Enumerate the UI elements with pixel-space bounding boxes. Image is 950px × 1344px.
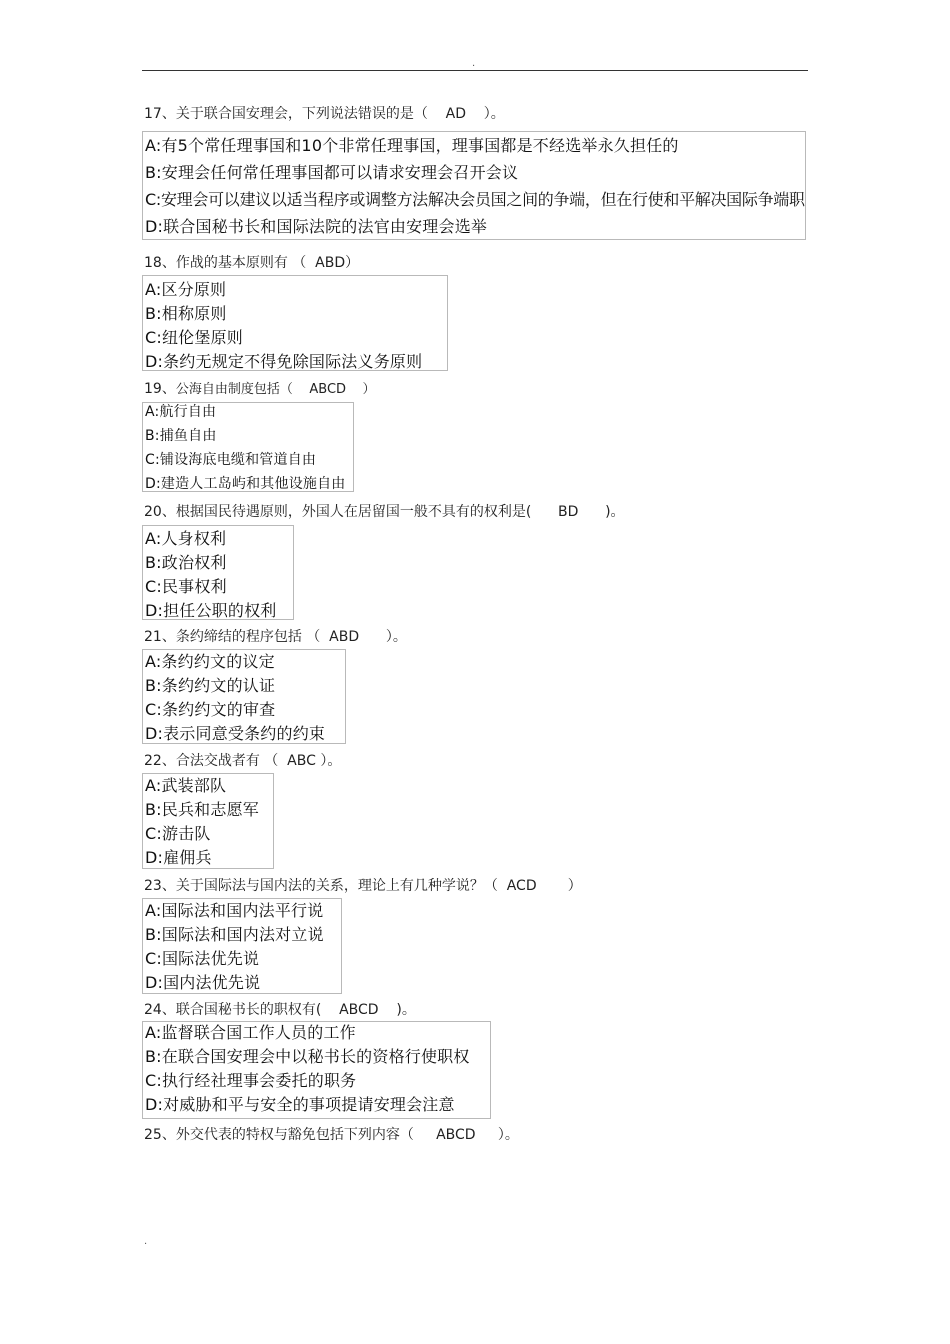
option-a: A:航行自由 <box>145 404 217 420</box>
option-d: D:条约无规定不得免除国际法义务原则 <box>145 352 423 371</box>
question-text: 条约缔结的程序包括 （ ABD ）。 <box>175 629 407 645</box>
header-dot: . <box>472 58 476 69</box>
option-c: C:国际法优先说 <box>145 949 260 968</box>
question-23 <box>144 876 582 896</box>
option-c: C:游击队 <box>145 824 211 843</box>
options-box-22 <box>142 773 274 869</box>
question-text: 关于国际法与国内法的关系，理论上有几种学说？（ ACD ） <box>175 878 582 894</box>
question-24 <box>144 1000 416 1020</box>
option-d: D:表示同意受条约的约束 <box>145 724 326 743</box>
question-25 <box>144 1125 519 1145</box>
question-text: 联合国秘书长的职权有( ABCD )。 <box>175 1002 416 1018</box>
question-22 <box>144 751 341 771</box>
option-c: C:铺设海底电缆和管道自由 <box>145 452 317 468</box>
option-b: B:国际法和国内法对立说 <box>145 925 324 944</box>
option-a: A:人身权利 <box>145 529 227 548</box>
question-text: 公海自由制度包括（ ABCD ） <box>175 382 376 397</box>
question-number: 22、 <box>144 753 176 769</box>
question-number: 17、 <box>144 106 176 122</box>
option-d: D:建造人工岛屿和其他设施自由 <box>145 476 346 492</box>
footer-dot: . <box>144 1236 148 1247</box>
question-number: 18、 <box>144 255 176 271</box>
option-a: A:区分原则 <box>145 280 227 299</box>
options-box-24 <box>142 1021 491 1119</box>
option-d: D:对威胁和平与安全的事项提请安理会注意 <box>145 1095 455 1114</box>
option-c: C:纽伦堡原则 <box>145 328 243 347</box>
option-d: D:雇佣兵 <box>145 848 212 867</box>
options-box-17 <box>142 131 806 240</box>
options-box-20 <box>142 525 294 620</box>
option-a: A:有5个常任理事国和10个非常任理事国，理事国都是不经选举永久担任的 <box>145 136 679 155</box>
option-b: B:捕鱼自由 <box>145 428 217 444</box>
option-b: B:相称原则 <box>145 304 227 323</box>
option-b: B:条约约文的认证 <box>145 676 276 695</box>
question-number: 20、 <box>144 504 176 520</box>
question-18 <box>144 253 359 273</box>
question-number: 23、 <box>144 878 176 894</box>
option-a: A:条约约文的议定 <box>145 652 275 671</box>
option-a: A:监督联合国工作人员的工作 <box>145 1023 356 1042</box>
option-b: B:民兵和志愿军 <box>145 800 259 819</box>
options-box-21 <box>142 649 346 744</box>
question-text: 合法交战者有 （ ABC ）。 <box>175 753 342 769</box>
question-number: 25、 <box>144 1127 176 1143</box>
options-box-19 <box>142 402 354 492</box>
option-a: A:武装部队 <box>145 776 227 795</box>
header-rule <box>142 70 808 71</box>
option-b: B:政治权利 <box>145 553 227 572</box>
question-text: 根据国民待遇原则，外国人在居留国一般不具有的权利是( BD )。 <box>175 504 625 520</box>
option-c: C:民事权利 <box>145 577 227 596</box>
question-number: 21、 <box>144 629 176 645</box>
question-text: 外交代表的特权与豁免包括下列内容（ ABCD ）。 <box>175 1127 519 1143</box>
options-box-23 <box>142 898 342 994</box>
question-text: 关于联合国安理会，下列说法错误的是（ AD ）。 <box>175 106 505 122</box>
option-d: D:担任公职的权利 <box>145 601 277 620</box>
question-21 <box>144 627 407 647</box>
option-c: C:条约约文的审查 <box>145 700 276 719</box>
question-17 <box>144 104 505 124</box>
question-number: 24、 <box>144 1002 176 1018</box>
options-box-18 <box>142 275 448 371</box>
option-c: C:执行经社理事会委托的职务 <box>145 1071 357 1090</box>
question-19 <box>144 379 376 400</box>
question-text: 作战的基本原则有 （ ABD） <box>175 255 360 271</box>
option-b: B:在联合国安理会中以秘书长的资格行使职权 <box>145 1047 470 1066</box>
question-number: 19、 <box>144 381 176 397</box>
option-c: C:安理会可以建议以适当程序或调整方法解决会员国之间的争端，但在行使和平解决国际争端职 <box>145 190 805 209</box>
option-b: B:安理会任何常任理事国都可以请求安理会召开会议 <box>145 163 519 182</box>
option-d: D:国内法优先说 <box>145 973 261 992</box>
option-a: A:国际法和国内法平行说 <box>145 901 324 920</box>
question-20 <box>144 502 625 522</box>
option-d: D:联合国秘书长和国际法院的法官由安理会选举 <box>145 217 488 236</box>
